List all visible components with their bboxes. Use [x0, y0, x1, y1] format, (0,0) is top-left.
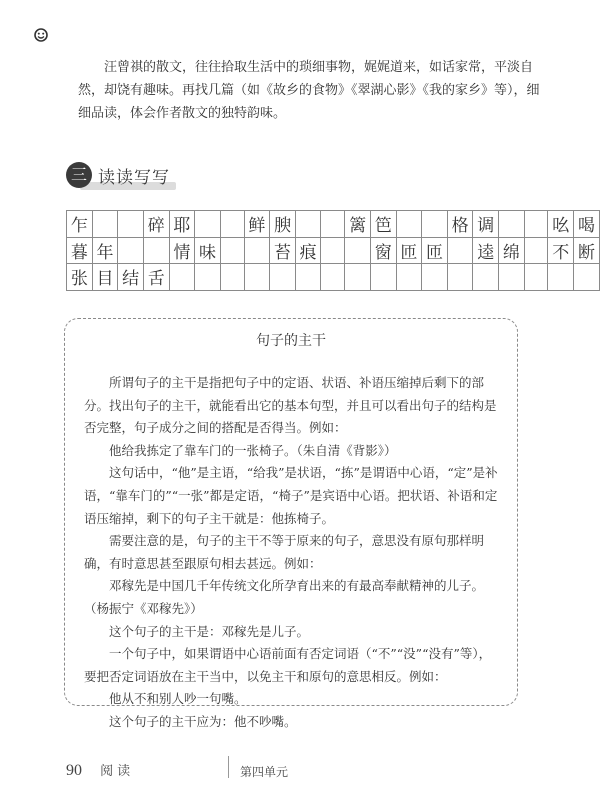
- grid-cell: [92, 211, 118, 238]
- section-heading: [66, 160, 176, 194]
- grid-cell: 吆: [548, 211, 574, 238]
- grid-cell: [447, 264, 473, 291]
- grid-cell: 乍: [67, 211, 93, 238]
- grid-row: [67, 211, 600, 238]
- grid-cell: 痕: [295, 237, 321, 264]
- box-paragraph: 这句话中，“他”是主语，“给我”是状语，“拣”是谓语中心语，“定”是补语，“靠车门的”“一张”都是定语，“椅子”是宾语中心语。把状语、补语和定语压缩掉，剩下的句子主干就是：他拣椅子。: [84, 465, 498, 526]
- grid-cell: [295, 264, 321, 291]
- grid-cell: 窗: [370, 237, 396, 264]
- grid-cell: 舌: [143, 264, 169, 291]
- grid-cell: [321, 237, 345, 264]
- section-number-badge: 三: [66, 162, 92, 188]
- grid-cell: [270, 264, 296, 291]
- grid-cell: [422, 264, 448, 291]
- grid-cell: 鲜: [244, 211, 270, 238]
- section-title: 读读写写: [98, 168, 170, 188]
- grid-cell: [574, 264, 600, 291]
- grid-cell: [447, 237, 473, 264]
- grid-cell: [220, 264, 244, 291]
- box-paragraph: 需要注意的是，句子的主干不等于原来的句子，意思没有原句那样明确，有时意思甚至跟原句相去甚远。例如：: [84, 533, 485, 571]
- box-paragraph: 这个句子的主干是：邓稼先是儿子。: [109, 623, 310, 639]
- grid-cell: [422, 211, 448, 238]
- smiley-face-icon: [34, 28, 48, 42]
- grid-cell: 篱: [345, 211, 371, 238]
- grid-cell: [244, 264, 270, 291]
- grid-cell: [195, 211, 221, 238]
- grid-cell: [524, 211, 548, 238]
- box-paragraph: 他从不和别人吵一句嘴。: [109, 691, 247, 707]
- grid-cell: 年: [92, 237, 118, 264]
- grid-cell: [220, 211, 244, 238]
- footer-section-label: 阅读: [100, 764, 135, 779]
- grid-cell: [499, 264, 525, 291]
- knowledge-box-title: 句子的主干: [256, 333, 326, 349]
- grid-cell: 情: [169, 237, 195, 264]
- grid-cell: 逵: [473, 237, 499, 264]
- grid-cell: [321, 264, 345, 291]
- grid-cell: 腴: [270, 211, 296, 238]
- grid-cell: [524, 264, 548, 291]
- grid-cell: [345, 264, 371, 291]
- grid-cell: [220, 237, 244, 264]
- grid-cell: 匝: [422, 237, 448, 264]
- grid-cell: 味: [195, 237, 221, 264]
- knowledge-box-body: [84, 372, 502, 734]
- grid-cell: [295, 211, 321, 238]
- grid-cell: [370, 264, 396, 291]
- grid-cell: 格: [447, 211, 473, 238]
- box-paragraph: 这个句子的主干应为：他不吵嘴。: [109, 713, 297, 729]
- grid-cell: [345, 237, 371, 264]
- box-paragraph: 所谓句子的主干是指把句子中的定语、状语、补语压缩掉后剩下的部分。找出句子的主干，就能看出它的基本句型，并且可以看出句子的结构是否完整，句子成分之间的搭配是否得当。例如：: [84, 375, 497, 436]
- grid-cell: 不: [548, 237, 574, 264]
- grid-cell: [118, 237, 144, 264]
- grid-cell: [396, 211, 422, 238]
- grid-cell: 结: [118, 264, 144, 291]
- grid-cell: [118, 211, 144, 238]
- grid-cell: [473, 264, 499, 291]
- page-footer: [66, 760, 134, 780]
- intro-paragraph: 汪曾祺的散文，往往拾取生活中的琐细事物，娓娓道来，如话家常，平淡自然，却饶有趣味。再找几篇（如《故乡的食物》《翠湖心影》《我的家乡》等），细细品读，体会作者散文的独特韵味。: [78, 60, 540, 121]
- grid-cell: 喝: [574, 211, 600, 238]
- grid-cell: [143, 237, 169, 264]
- box-paragraph: 邓稼先是中国几千年传统文化所孕育出来的有最高奉献精神的儿子。（杨振宁《邓稼先》）: [84, 578, 485, 616]
- grid-cell: 耶: [169, 211, 195, 238]
- grid-cell: [499, 211, 525, 238]
- grid-cell: 暮: [67, 237, 93, 264]
- grid-row: [67, 264, 600, 291]
- grid-cell: 目: [92, 264, 118, 291]
- grid-cell: [524, 237, 548, 264]
- grid-cell: 绵: [499, 237, 525, 264]
- box-paragraph: 一个句子中，如果谓语中心语前面有否定词语（“不”“没”“没有”等），要把否定词语放在主干当中，以免主干和原句的意思相反。例如：: [84, 646, 492, 684]
- grid-cell: [396, 264, 422, 291]
- box-paragraph: 他给我拣定了靠车门的一张椅子。（朱自清《背影》）: [109, 442, 397, 458]
- grid-row: [67, 237, 600, 264]
- grid-cell: [321, 211, 345, 238]
- intro-paragraph-block: [78, 56, 548, 125]
- grid-cell: 调: [473, 211, 499, 238]
- footer-unit-label: 第四单元: [240, 765, 289, 779]
- writing-grid: [66, 210, 600, 291]
- grid-cell: 笆: [370, 211, 396, 238]
- grid-cell: [195, 264, 221, 291]
- grid-cell: 碎: [143, 211, 169, 238]
- page-number: 90: [66, 762, 82, 779]
- grid-cell: [548, 264, 574, 291]
- grid-cell: 匝: [396, 237, 422, 264]
- grid-cell: [244, 237, 270, 264]
- grid-cell: 苔: [270, 237, 296, 264]
- footer-divider: [228, 756, 229, 778]
- grid-cell: 断: [574, 237, 600, 264]
- grid-cell: [169, 264, 195, 291]
- grid-cell: 张: [67, 264, 93, 291]
